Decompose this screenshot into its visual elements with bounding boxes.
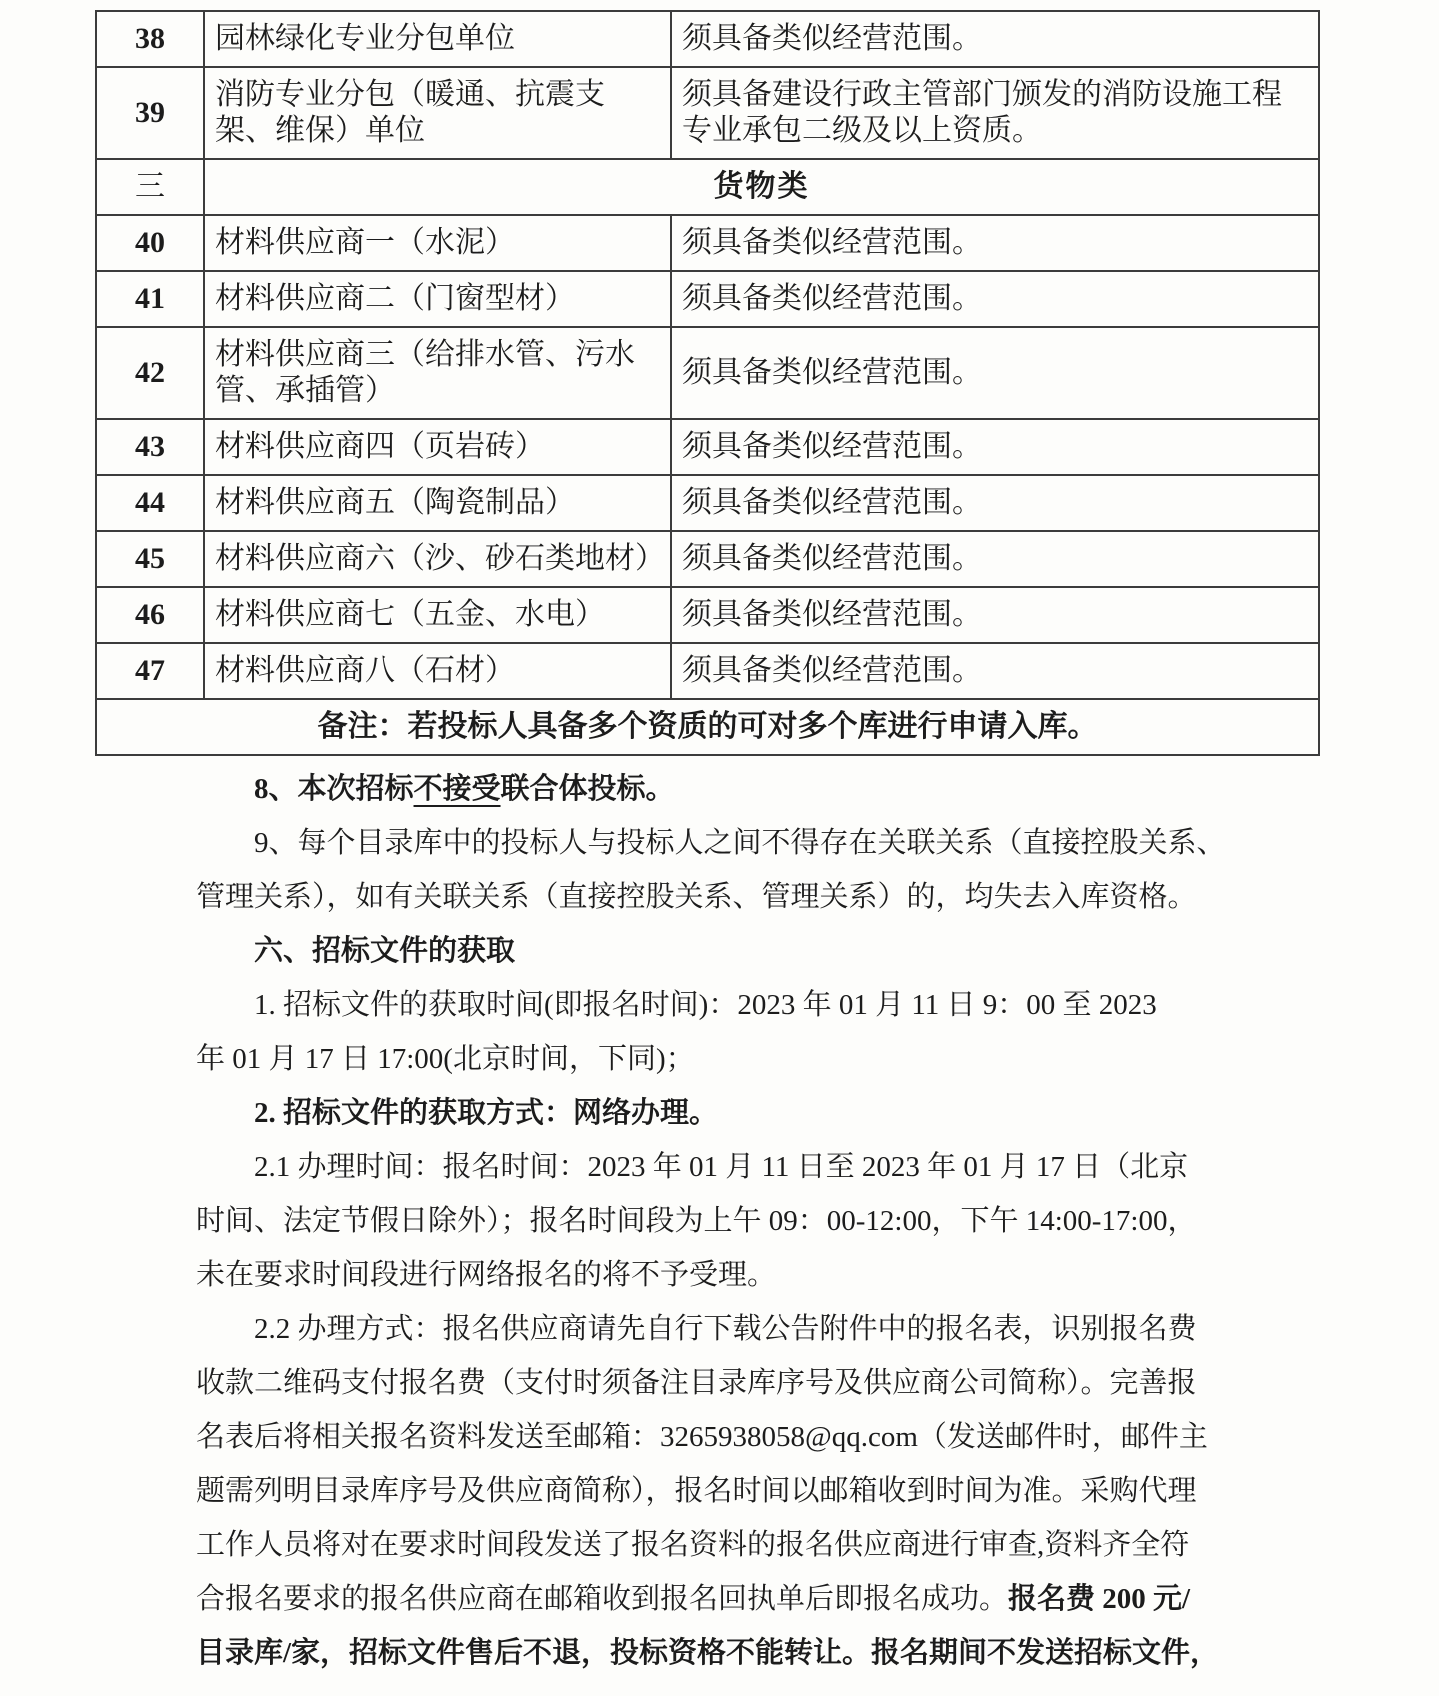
- text-line: [196, 816, 1242, 870]
- package-name-cell: 消防专业分包（暖通、抗震支架、维保）单位: [204, 67, 671, 159]
- text-segment: 年 01 月 17 日 17:00(北京时间，下同)；: [196, 1043, 695, 1075]
- qualification-requirement-cell: 须具备类似经营范围。: [671, 475, 1319, 531]
- text-line: [196, 1626, 1242, 1680]
- text-line: [196, 1572, 1242, 1626]
- text-segment: 2. 招标文件的获取方式：网络办理。: [254, 1097, 719, 1129]
- text-line: [196, 1194, 1242, 1248]
- text-segment: 8、本次招标: [254, 773, 414, 805]
- text-segment: 联合体投标。: [500, 773, 675, 805]
- text-line: [196, 762, 1242, 816]
- package-name-cell: 材料供应商一（水泥）: [204, 215, 671, 271]
- table-row: [96, 67, 1319, 159]
- text-segment: 1. 招标文件的获取时间(即报名时间)：2023 年 01 月 11 日 9：00 至 2023: [254, 989, 1157, 1021]
- underlined-text: 不接受: [413, 773, 501, 805]
- text-segment: 工作人员将对在要求时间段发送了报名资料的报名供应商进行审查,资料齐全符: [196, 1529, 1190, 1561]
- text-segment: 2.1 办理时间：报名时间：2023 年 01 月 11 日至 2023 年 01 月 17 日（北京: [254, 1151, 1189, 1183]
- text-line: [196, 1140, 1242, 1194]
- package-name-cell: 材料供应商七（五金、水电）: [204, 587, 671, 643]
- row-number-cell: 43: [96, 419, 204, 475]
- qualification-requirements-table: [95, 10, 1320, 756]
- row-number-cell: 42: [96, 327, 204, 419]
- table-row: [96, 215, 1319, 271]
- table-row: [96, 419, 1319, 475]
- text-segment: 题需列明目录库序号及供应商简称），报名时间以邮箱收到时间为准。采购代理: [196, 1475, 1197, 1507]
- text-line: [196, 1248, 1242, 1302]
- table-row: [96, 587, 1319, 643]
- qualification-requirement-cell: 须具备类似经营范围。: [671, 215, 1319, 271]
- text-segment: 报名费 200 元/: [1008, 1583, 1191, 1615]
- qualification-requirement-cell: 须具备类似经营范围。: [671, 587, 1319, 643]
- package-name-cell: 材料供应商五（陶瓷制品）: [204, 475, 671, 531]
- text-segment: 收款二维码支付报名费（支付时须备注目录库序号及供应商公司简称）。完善报: [196, 1367, 1197, 1399]
- text-line: [196, 870, 1242, 924]
- category-row: [96, 159, 1319, 215]
- row-number-cell: 47: [96, 643, 204, 699]
- text-segment: 目录库/家，招标文件售后不退，投标资格不能转让。报名期间不发送招标文件，: [196, 1637, 1220, 1669]
- text-line: [196, 1410, 1242, 1464]
- text-segment: 未在要求时间段进行网络报名的将不予受理。: [196, 1259, 777, 1291]
- text-line: [196, 1032, 1242, 1086]
- text-segment: 时间、法定节假日除外）；报名时间段为上午 09：00-12:00，下午 14:00-17:00，: [196, 1205, 1197, 1237]
- text-line: [196, 924, 1242, 978]
- document-body: [196, 762, 1242, 1680]
- row-number-cell: 44: [96, 475, 204, 531]
- package-name-cell: 园林绿化专业分包单位: [204, 11, 671, 67]
- package-name-cell: 材料供应商三（给排水管、污水管、承插管）: [204, 327, 671, 419]
- row-number-cell: 46: [96, 587, 204, 643]
- table-remark-row: [96, 699, 1319, 755]
- qualification-requirement-cell: 须具备类似经营范围。: [671, 11, 1319, 67]
- text-line: [196, 1302, 1242, 1356]
- text-line: [196, 1518, 1242, 1572]
- package-name-cell: 材料供应商二（门窗型材）: [204, 271, 671, 327]
- row-number-cell: 38: [96, 11, 204, 67]
- text-segment: 合报名要求的报名供应商在邮箱收到报名回执单后即报名成功。: [196, 1583, 1009, 1615]
- text-line: [196, 1356, 1242, 1410]
- qualification-requirement-cell: 须具备类似经营范围。: [671, 419, 1319, 475]
- row-number-cell: 41: [96, 271, 204, 327]
- text-line: [196, 978, 1242, 1032]
- table-row: [96, 643, 1319, 699]
- qualification-requirement-cell: 须具备类似经营范围。: [671, 271, 1319, 327]
- qualification-requirement-cell: 须具备类似经营范围。: [671, 531, 1319, 587]
- qualification-requirement-cell: 须具备类似经营范围。: [671, 643, 1319, 699]
- qualification-table-body: [96, 11, 1319, 755]
- table-row: [96, 327, 1319, 419]
- qualification-requirement-cell: 须具备建设行政主管部门颁发的消防设施工程专业承包二级及以上资质。: [671, 67, 1319, 159]
- category-index-cell: 三: [96, 159, 204, 215]
- package-name-cell: 材料供应商四（页岩砖）: [204, 419, 671, 475]
- category-label-cell: 货物类: [204, 159, 1319, 215]
- text-line: [196, 1464, 1242, 1518]
- text-segment: 9、每个目录库中的投标人与投标人之间不得存在关联关系（直接控股关系、: [254, 827, 1226, 859]
- table-row: [96, 475, 1319, 531]
- row-number-cell: 39: [96, 67, 204, 159]
- row-number-cell: 40: [96, 215, 204, 271]
- table-remark-cell: 备注：若投标人具备多个资质的可对多个库进行申请入库。: [96, 699, 1319, 755]
- text-segment: 名表后将相关报名资料发送至邮箱：3265938058@qq.com（发送邮件时，邮件主: [196, 1421, 1208, 1453]
- text-segment: 2.2 办理方式：报名供应商请先自行下载公告附件中的报名表，识别报名费: [254, 1313, 1197, 1345]
- package-name-cell: 材料供应商八（石材）: [204, 643, 671, 699]
- table-row: [96, 271, 1319, 327]
- qualification-requirement-cell: 须具备类似经营范围。: [671, 327, 1319, 419]
- text-segment: 六、招标文件的获取: [254, 935, 516, 967]
- text-line: [196, 1086, 1242, 1140]
- package-name-cell: 材料供应商六（沙、砂石类地材）: [204, 531, 671, 587]
- table-row: [96, 11, 1319, 67]
- row-number-cell: 45: [96, 531, 204, 587]
- text-segment: 管理关系），如有关联关系（直接控股关系、管理关系）的，均失去入库资格。: [196, 881, 1197, 913]
- table-row: [96, 531, 1319, 587]
